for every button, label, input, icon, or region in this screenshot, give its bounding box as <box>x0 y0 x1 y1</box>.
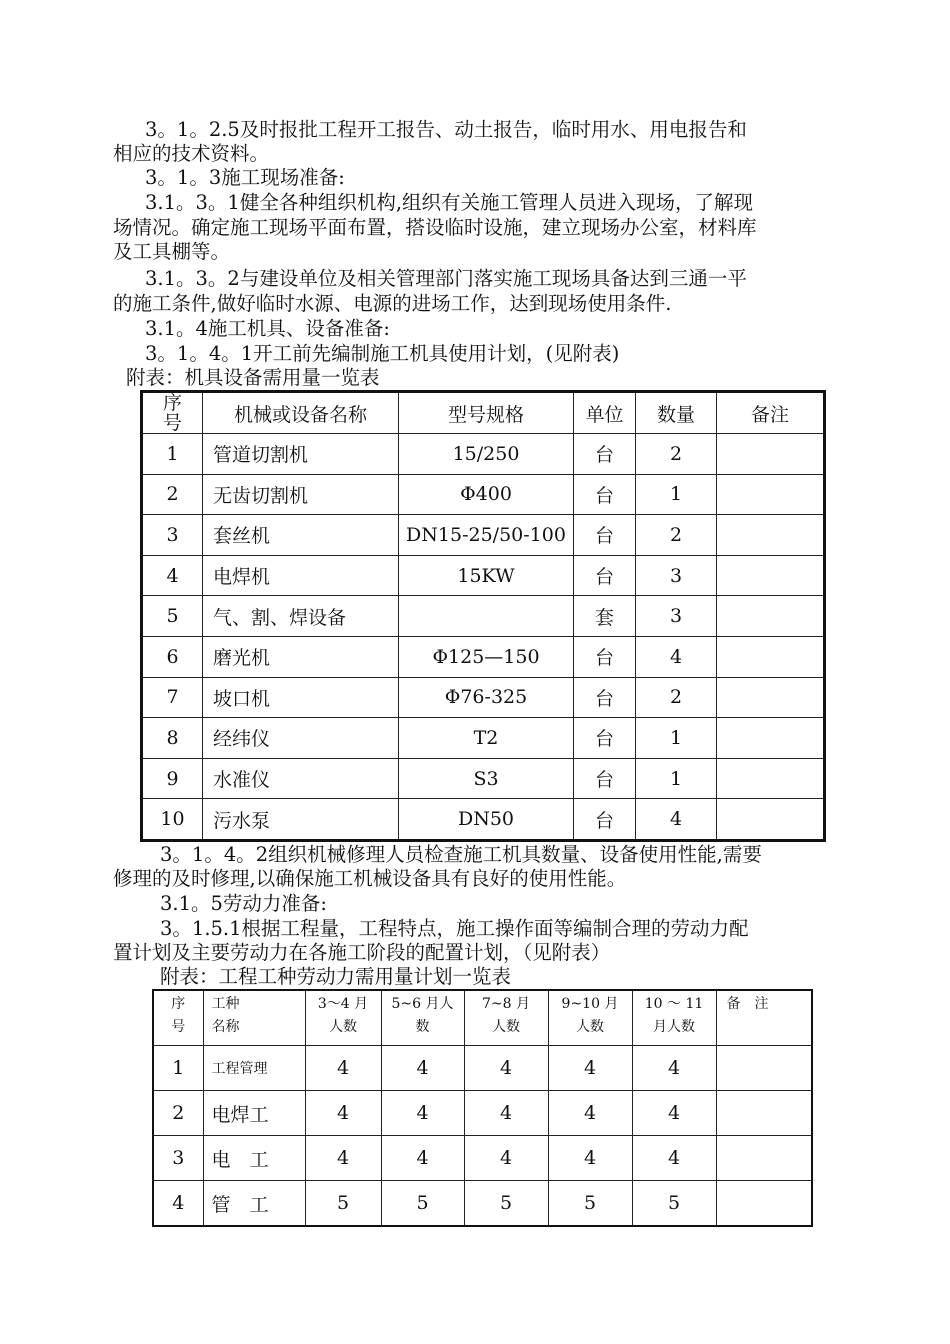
cell-seq: 4 <box>142 555 203 596</box>
cell-unit: 台 <box>574 474 636 515</box>
cell-remark <box>717 596 825 637</box>
cell-qty: 2 <box>636 677 717 718</box>
cell-seq: 8 <box>142 718 203 759</box>
cell-trade: 管 工 <box>203 1181 305 1227</box>
cell-remark <box>717 758 825 799</box>
header-seq <box>153 990 203 1046</box>
cell-name: 污水泵 <box>203 799 399 841</box>
cell-m3: 4 <box>464 1091 548 1136</box>
header-trade <box>203 990 305 1046</box>
cell-remark <box>717 636 825 677</box>
cell-qty: 3 <box>636 596 717 637</box>
cell-seq: 4 <box>153 1181 203 1227</box>
table-row <box>142 799 825 841</box>
cell-name: 气、割、焊设备 <box>203 596 399 637</box>
cell-seq: 10 <box>142 799 203 841</box>
header-m3-bottom: 人数 <box>492 1019 520 1035</box>
cell-seq: 7 <box>142 677 203 718</box>
cell-name: 坡口机 <box>203 677 399 718</box>
cell-m2: 4 <box>381 1091 464 1136</box>
header-m2-bottom: 数 <box>415 1019 430 1035</box>
table-row <box>142 474 825 515</box>
header-m4 <box>548 990 632 1046</box>
cell-unit: 台 <box>574 758 636 799</box>
paragraph-3-1-3-2-line1: 3.1。3。2与建设单位及相关管理部门落实施工现场具备达到三通一平 <box>145 267 747 290</box>
header-m5-top: 10 ～ 11 <box>644 996 704 1012</box>
cell-m5: 5 <box>632 1181 716 1227</box>
cell-qty: 1 <box>636 758 717 799</box>
cell-model: DN15-25/50-100 <box>399 515 574 556</box>
cell-unit: 台 <box>574 434 636 475</box>
paragraph-3-1-3-1-line3: 及工具棚等。 <box>113 240 231 263</box>
heading-3-1-5: 3.1。5劳动力准备: <box>160 892 327 915</box>
paragraph-3-1-3-1-line1: 3.1。3。1健全各种组织机构,组织有关施工管理人员进入现场，了解现 <box>145 191 754 214</box>
cell-name: 经纬仪 <box>203 718 399 759</box>
cell-m1: 4 <box>305 1046 381 1091</box>
cell-m1: 5 <box>305 1181 381 1227</box>
table-row <box>142 677 825 718</box>
cell-unit: 台 <box>574 555 636 596</box>
cell-seq: 1 <box>142 434 203 475</box>
header-m4-top: 9~10 月 <box>561 996 619 1012</box>
table-row <box>153 1136 812 1181</box>
cell-trade: 工程管理 <box>203 1046 305 1091</box>
cell-remark <box>717 677 825 718</box>
header-m1-bottom: 人数 <box>329 1019 357 1035</box>
cell-seq: 2 <box>142 474 203 515</box>
table2-caption: 附表：工程工种劳动力需用量计划一览表 <box>160 965 512 988</box>
table-row <box>153 1181 812 1227</box>
header-model: 型号规格 <box>399 392 574 434</box>
paragraph-3-1-4-2-line2: 修理的及时修理,以确保施工机械设备具有良好的使用性能。 <box>113 867 627 890</box>
table-header-row <box>142 392 825 434</box>
cell-remark <box>716 1181 812 1227</box>
cell-name: 水准仪 <box>203 758 399 799</box>
cell-qty: 4 <box>636 636 717 677</box>
cell-name: 套丝机 <box>203 515 399 556</box>
cell-model: 15/250 <box>399 434 574 475</box>
cell-name: 无齿切割机 <box>203 474 399 515</box>
paragraph-3-1-5-1-line1: 3。1.5.1根据工程量，工程特点，施工操作面等编制合理的劳动力配 <box>160 917 749 940</box>
header-seq <box>142 392 203 434</box>
table-row <box>142 515 825 556</box>
table-row <box>142 718 825 759</box>
cell-m2: 4 <box>381 1136 464 1181</box>
table-row <box>142 596 825 637</box>
header-m1-top: 3～4 月 <box>317 996 369 1012</box>
paragraph-3-1-3-1-line2: 场情况。确定施工现场平面布置，搭设临时设施，建立现场办公室，材料库 <box>113 216 757 239</box>
cell-qty: 4 <box>636 799 717 841</box>
cell-model: 15KW <box>399 555 574 596</box>
heading-3-1-4: 3.1。4施工机具、设备准备: <box>145 317 390 340</box>
cell-m5: 4 <box>632 1136 716 1181</box>
header-trade-top: 工种 <box>211 996 240 1012</box>
cell-seq: 9 <box>142 758 203 799</box>
cell-seq: 6 <box>142 636 203 677</box>
cell-remark <box>717 474 825 515</box>
cell-seq: 3 <box>153 1136 203 1181</box>
cell-model: S3 <box>399 758 574 799</box>
header-seq-bottom: 号 <box>162 412 182 434</box>
cell-m1: 4 <box>305 1136 381 1181</box>
header-m2-top: 5~6 月人 <box>391 996 454 1012</box>
header-m1 <box>305 990 381 1046</box>
header-unit: 单位 <box>574 392 636 434</box>
header-trade-bottom: 名称 <box>211 1019 240 1035</box>
header-remark: 备注 <box>717 392 825 434</box>
table-row <box>142 434 825 475</box>
cell-m5: 4 <box>632 1091 716 1136</box>
header-m4-bottom: 人数 <box>576 1019 604 1035</box>
header-m5 <box>632 990 716 1046</box>
cell-unit: 套 <box>574 596 636 637</box>
cell-remark <box>717 799 825 841</box>
header-m2 <box>381 990 464 1046</box>
cell-qty: 3 <box>636 555 717 596</box>
cell-model: Φ400 <box>399 474 574 515</box>
cell-m1: 4 <box>305 1091 381 1136</box>
paragraph-3-1-2-5-line1: 3。1。2.5及时报批工程开工报告、动土报告，临时用水、用电报告和 <box>145 118 747 141</box>
header-seq-top: 序 <box>171 996 186 1012</box>
paragraph-3-1-2-5-line2: 相应的技术资料。 <box>113 142 270 165</box>
cell-seq: 3 <box>142 515 203 556</box>
cell-remark <box>717 718 825 759</box>
header-remark: 备 注 <box>716 990 812 1046</box>
cell-remark <box>716 1136 812 1181</box>
cell-seq: 2 <box>153 1091 203 1136</box>
header-m5-bottom: 月人数 <box>653 1019 695 1035</box>
cell-m4: 4 <box>548 1091 632 1136</box>
cell-model: DN50 <box>399 799 574 841</box>
cell-remark <box>716 1046 812 1091</box>
cell-m3: 5 <box>464 1181 548 1227</box>
table-row <box>153 1046 812 1091</box>
cell-qty: 2 <box>636 515 717 556</box>
cell-unit: 台 <box>574 677 636 718</box>
cell-model <box>399 596 574 637</box>
cell-remark <box>716 1091 812 1136</box>
header-seq-top: 序 <box>162 392 182 414</box>
cell-qty: 1 <box>636 718 717 759</box>
cell-unit: 台 <box>574 515 636 556</box>
cell-qty: 1 <box>636 474 717 515</box>
cell-model: Φ76-325 <box>399 677 574 718</box>
header-name: 机械或设备名称 <box>203 392 399 434</box>
table-row <box>153 1091 812 1136</box>
paragraph-3-1-4-1: 3。1。4。1开工前先编制施工机具使用计划，(见附表) <box>145 342 620 365</box>
cell-name: 磨光机 <box>203 636 399 677</box>
cell-m3: 4 <box>464 1046 548 1091</box>
paragraph-3-1-5-1-line2: 置计划及主要劳动力在各施工阶段的配置计划，（见附表） <box>113 941 611 964</box>
header-m3 <box>464 990 548 1046</box>
table-row <box>142 636 825 677</box>
table-row <box>142 758 825 799</box>
cell-qty: 2 <box>636 434 717 475</box>
cell-remark <box>717 555 825 596</box>
cell-trade: 电焊工 <box>203 1091 305 1136</box>
table1-caption: 附表：机具设备需用量一览表 <box>126 366 380 389</box>
heading-3-1-3: 3。1。3施工现场准备: <box>145 166 345 189</box>
table-row <box>142 555 825 596</box>
cell-m2: 4 <box>381 1046 464 1091</box>
cell-m4: 4 <box>548 1136 632 1181</box>
cell-name: 电焊机 <box>203 555 399 596</box>
cell-remark <box>717 515 825 556</box>
table-header-row <box>153 990 812 1046</box>
cell-seq: 1 <box>153 1046 203 1091</box>
cell-unit: 台 <box>574 718 636 759</box>
cell-remark <box>717 434 825 475</box>
cell-trade: 电 工 <box>203 1136 305 1181</box>
equipment-table <box>140 390 826 842</box>
cell-unit: 台 <box>574 636 636 677</box>
cell-m5: 4 <box>632 1046 716 1091</box>
cell-model: T2 <box>399 718 574 759</box>
header-m3-top: 7~8 月 <box>482 996 530 1012</box>
cell-m4: 5 <box>548 1181 632 1227</box>
cell-seq: 5 <box>142 596 203 637</box>
labor-table <box>152 989 813 1227</box>
cell-m4: 4 <box>548 1046 632 1091</box>
cell-m3: 4 <box>464 1136 548 1181</box>
cell-model: Φ125—150 <box>399 636 574 677</box>
header-seq-bottom: 号 <box>171 1019 186 1035</box>
cell-name: 管道切割机 <box>203 434 399 475</box>
cell-unit: 台 <box>574 799 636 841</box>
paragraph-3-1-3-2-line2: 的施工条件,做好临时水源、电源的进场工作，达到现场使用条件. <box>113 292 672 315</box>
header-qty: 数量 <box>636 392 717 434</box>
paragraph-3-1-4-2-line1: 3。1。4。2组织机械修理人员检查施工机具数量、设备使用性能,需要 <box>160 843 762 866</box>
cell-m2: 5 <box>381 1181 464 1227</box>
